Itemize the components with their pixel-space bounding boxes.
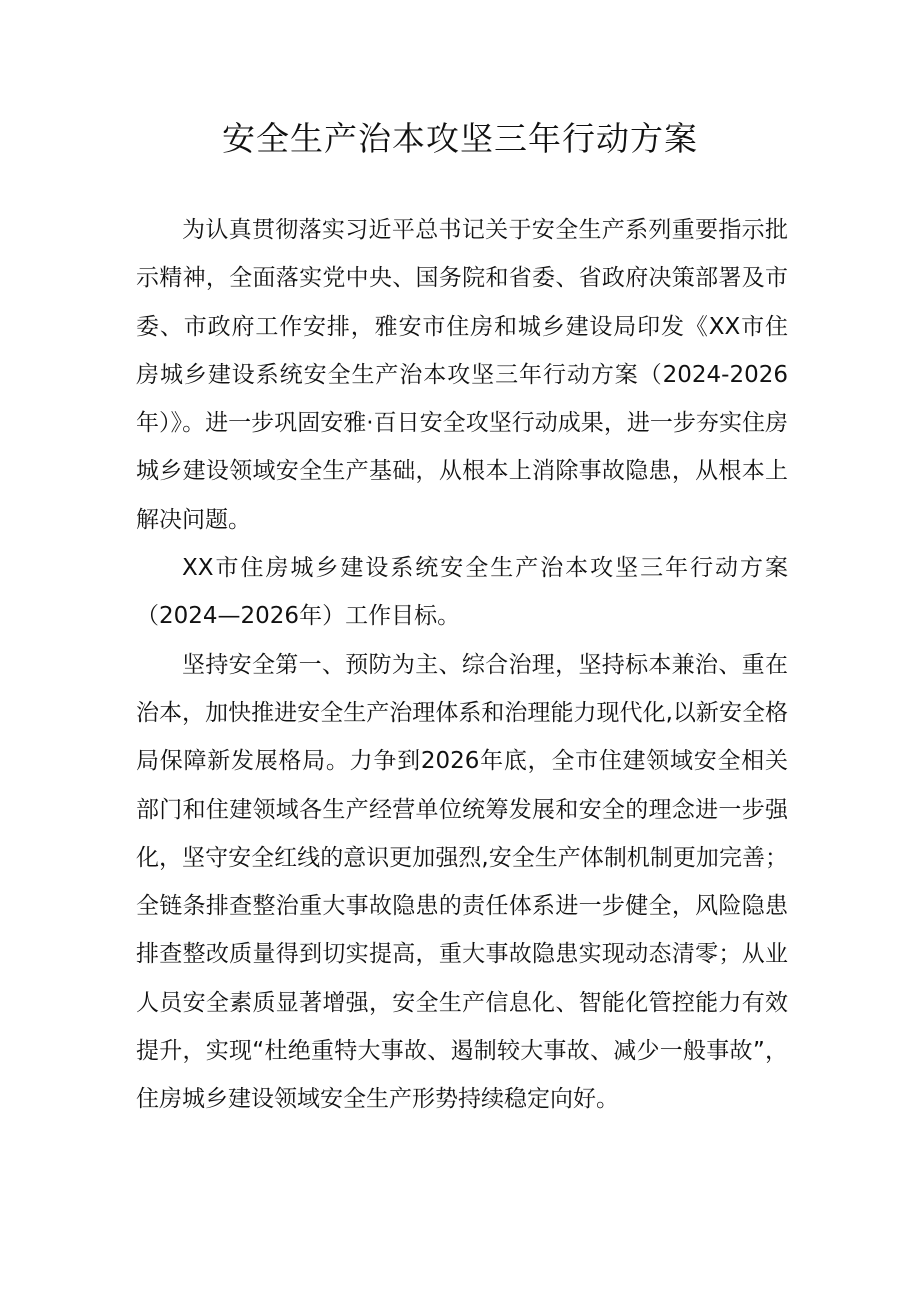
document-body — [136, 206, 788, 1124]
paragraph-goal-heading: XX市住房城乡建设系统安全生产治本攻坚三年行动方案（2024—2026年）工作目标。 — [136, 555, 788, 630]
document-title: 安全生产治本攻坚三年行动方案 — [222, 119, 698, 158]
paragraph-goals: 坚持安全第一、预防为主、综合治理，坚持标本兼治、重在治本，加快推进安全生产治理体系和治理能力现代化,以新安全格局保障新发展格局。力争到2026年底，全市住建领域安全相关部门和住建领域各生产经营单位统筹发展和安全的理念进一步强化，坚守安全红线的意识更加强烈,安全生产体制机制更加完善；全链条排查整治重大事故隐患的责任体系进一步健全，风险隐患排查整改质量得到切实提高，重大事故隐患实现动态清零；从业人员安全素质显著增强，安全生产信息化、智能化管控能力有效提升，实现“杜绝重特大事故、遏制较大事故、减少一般事故”，住房城乡建设领域安全生产形势持续稳定向好。 — [136, 651, 788, 1113]
paragraph-intro: 为认真贯彻落实习近平总书记关于安全生产系列重要指示批示精神，全面落实党中央、国务院和省委、省政府决策部署及市委、市政府工作安排，雅安市住房和城乡建设局印发《XX市住房城乡建设系统安全生产治本攻坚三年行动方案（2024-2026年）》。进一步巩固安雅·百日安全攻坚行动成果，进一步夯实住房城乡建设领域安全生产基础，从根本上消除事故隐患，从根本上解决问题。 — [136, 217, 788, 533]
